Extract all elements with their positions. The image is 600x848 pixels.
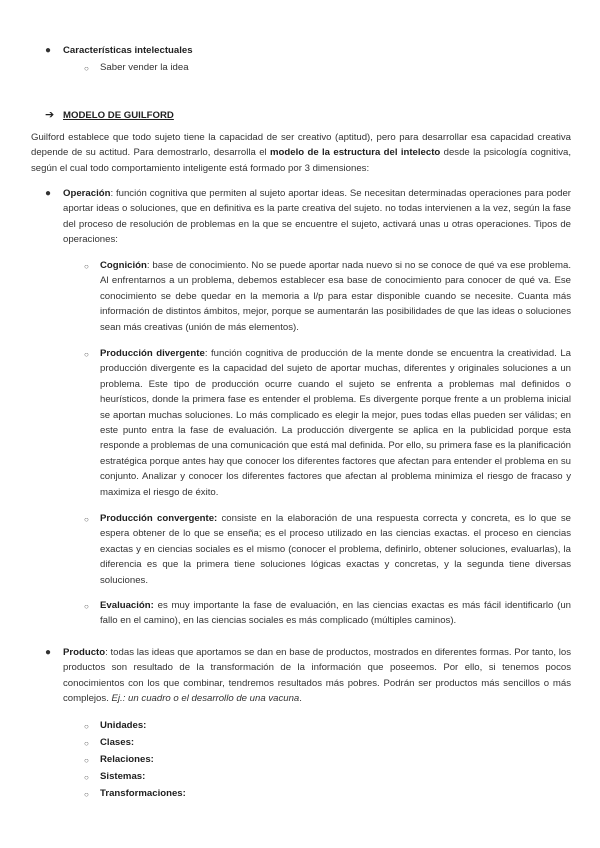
cognicion-item: Cognición: base de conocimiento. No se puede aportar nada nuevo si no se conoce de qué va ese problema. Al enfrentarnos a un problema, debemos establecer esa base de conocimiento para conocer de qué va. Ese conocimiento se debe quedar en la memoria a l/p para estar disponible cuando se necesite. Cuanta más información de distintos ámbitos, mejor, porque se aumentarán las posibilidades de que las ideas o soluciones sean más creativas (unión de más elementos). bbox=[100, 260, 571, 333]
circle-bullet-icon: ○ bbox=[84, 262, 89, 271]
circle-bullet-icon: ○ bbox=[84, 515, 89, 524]
arrow-icon: ➔ bbox=[45, 109, 55, 121]
producto-sub-transformaciones: Transformaciones: bbox=[100, 788, 186, 799]
circle-bullet-icon: ○ bbox=[84, 602, 89, 611]
bullet-icon: ● bbox=[45, 188, 52, 199]
characteristics-sub-item: Saber vender la idea bbox=[100, 62, 189, 73]
circle-bullet-icon: ○ bbox=[84, 756, 89, 765]
evaluacion-item: Evaluación: es muy importante la fase de evaluación, en las ciencias exactas es más fácil identificarlo (un fallo en el camino), en las ciencias sociales es más complicado (múltiples caminos). bbox=[100, 600, 571, 627]
bullet-icon: ● bbox=[45, 45, 52, 56]
circle-bullet-icon: ○ bbox=[84, 350, 89, 359]
section-title: MODELO DE GUILFORD bbox=[63, 110, 174, 121]
convergente-item: Producción convergente: consiste en la elaboración de una respuesta correcta y concreta, es lo que se espera obtener de lo que se enseña; es el proceso utilizado en las ciencias exactas. el proceso en ciencias exactas y en ciencias sociales es el mismo (conocer el problema, definirlo, obtener soluciones, evaluarlas), la diferencia es que la primera tiene soluciones lógicas exactas y concretas, y la segunda tiene diversas soluciones. bbox=[100, 513, 572, 586]
producto-sub-clases: Clases: bbox=[100, 737, 135, 748]
circle-bullet-icon: ○ bbox=[84, 64, 89, 73]
producto-sub-relaciones: Relaciones: bbox=[100, 754, 154, 765]
operacion-item: Operación: función cognitiva que permiten al sujeto aportar ideas. Se necesitan determinadas operaciones para poder aportar ideas o soluciones, que en definitiva es la parte creativa del sujeto. no todas intervienen a la vez, según la fase del proceso de resolución de problemas en la que se encuentre el sujeto, activará unas u otras operaciones. Tipos de operaciones: bbox=[63, 188, 571, 246]
producto-sub-unidades: Unidades: bbox=[100, 720, 147, 731]
intro-paragraph: Guilford establece que todo sujeto tiene la capacidad de ser creativo (aptitud), pero para desarrollar esa capacidad creativa depende de su actitud. Para demostrarlo, desarrolla el modelo de la estructura del intelecto desde la psicología cognitiva, según el cual todo comportamiento inteligente está formado por 3 dimensiones: bbox=[31, 132, 571, 174]
bullet-icon: ● bbox=[45, 647, 52, 658]
circle-bullet-icon: ○ bbox=[84, 722, 89, 731]
circle-bullet-icon: ○ bbox=[84, 773, 89, 782]
circle-bullet-icon: ○ bbox=[84, 790, 89, 799]
circle-bullet-icon: ○ bbox=[84, 739, 89, 748]
divergente-item: Producción divergente: función cognitiva de producción de la mente donde se encuentra la creatividad. La producción divergente es la capacidad del sujeto de aportar muchas, diferentes y originales soluciones a un problema. Este tipo de producción ocurre cuando el sujeto se enfrenta a problemas mal definidos o heurísticos, donde la primera fase es entender el problema. Es divergente porque frente a un problema inicial se aportan muchas soluciones. Lo más complicado es elegir la mejor, pues todas ellas pueden ser válidas; en este punto entra la fase de evaluación. La producción divergente se aplica en la publicidad porque esta responde a problemas de una comunicación que está mal definida. Por ello, su primera fase es la planificación estratégica porque antes hay que conocer los diferentes factores que afectan para entender el problema en su conjunto. Analizar y conocer los diferentes factores que afectan al problema minimiza el riesgo de fracaso y maximiza el riesgo de éxito. bbox=[100, 348, 572, 498]
producto-item: Producto: todas las ideas que aportamos se dan en base de productos, mostrados en diferentes formas. Por tanto, los productos son resultado de la transformación de la información que poseemos. Por ello, si tenemos pocos conocimientos con los que combinar, tendremos resultados más pobres. Podrán ser productos más sencillos o más complejos. Ej.: un cuadro o el desarrollo de una vacuna. bbox=[63, 647, 571, 705]
producto-sub-sistemas: Sistemas: bbox=[100, 771, 146, 782]
characteristics-heading: Características intelectuales bbox=[63, 45, 193, 56]
